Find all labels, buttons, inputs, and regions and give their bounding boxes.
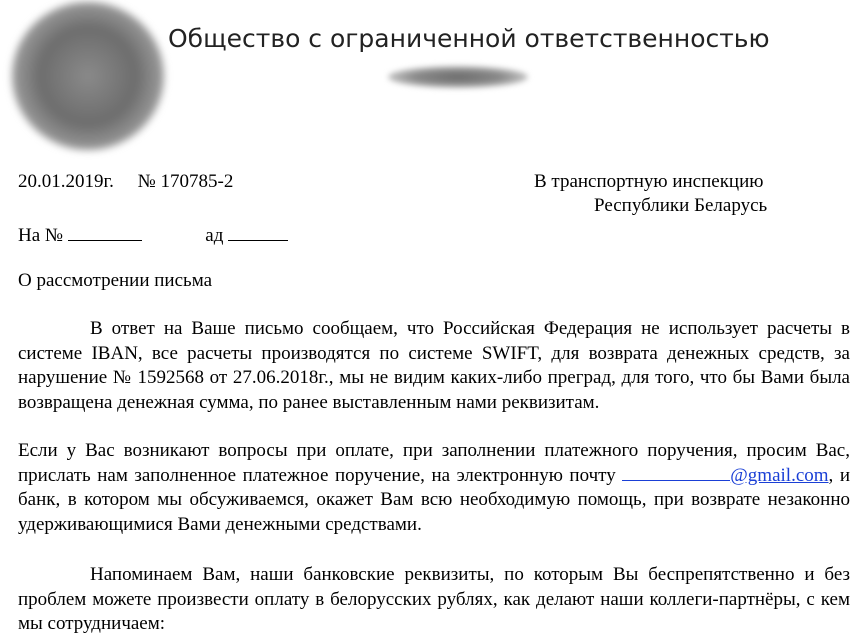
ad-label: ад: [205, 225, 224, 246]
email-redacted-blank: [622, 464, 730, 481]
addressee-line-1: В транспортную инспекцию: [534, 171, 764, 192]
email-domain: @gmail.com: [730, 464, 829, 486]
redacted-company-name: [388, 66, 528, 88]
ad-date-blank: [228, 222, 288, 241]
ref-number-blank: [68, 222, 142, 241]
addressee-line-2: Республики Беларусь: [594, 195, 768, 216]
reference-line: [18, 222, 288, 247]
body-paragraph-3: Напоминаем Вам, наши банковские реквизиты, по которым Вы беспрепятственно и без проблем можете произвести оплату в белорусских рублях, как делают наши коллеги-партнёры, с кем мы сотрудничаем:: [18, 564, 850, 634]
letter-date: 20.01.2019г.: [18, 171, 114, 192]
body-paragraph-1: В ответ на Ваше письмо сообщаем, что Российская Федерация не использует расчеты в системе IBAN, все расчеты производятся по системе SWIFT, для возврата денежных средств, за нарушение № 1592568 от 27.06.2018г., мы не видим каких-либо преград, для того, что бы Вами была возвращена денежная сумма, по ранее выставленным нами реквизитам.: [18, 318, 850, 413]
company-name: Общество с ограниченной ответственностью: [168, 24, 770, 53]
company-logo-redacted: [12, 2, 164, 150]
ref-label: На №: [18, 225, 64, 246]
email-link[interactable]: [622, 465, 828, 486]
paragraph-2-text-start: Если у Вас возникают вопросы при оплате, при заполнении платежного поручения, просим Вас, прислать нам заполненное платежное поручение, на электронную почту: [18, 440, 850, 486]
paragraph-2-text-end: , и банк, в котором мы обсуживаемся, окажет Вам всю необходимую помощь, при возврате незаконно удерживающимися Вами денежными средствами.: [18, 464, 851, 535]
body-paragraph-2: [18, 439, 850, 537]
letter-date-number: [18, 171, 233, 193]
letter-subject: О рассмотрении письма: [18, 270, 213, 291]
letter-number: № 170785-2: [137, 171, 234, 192]
